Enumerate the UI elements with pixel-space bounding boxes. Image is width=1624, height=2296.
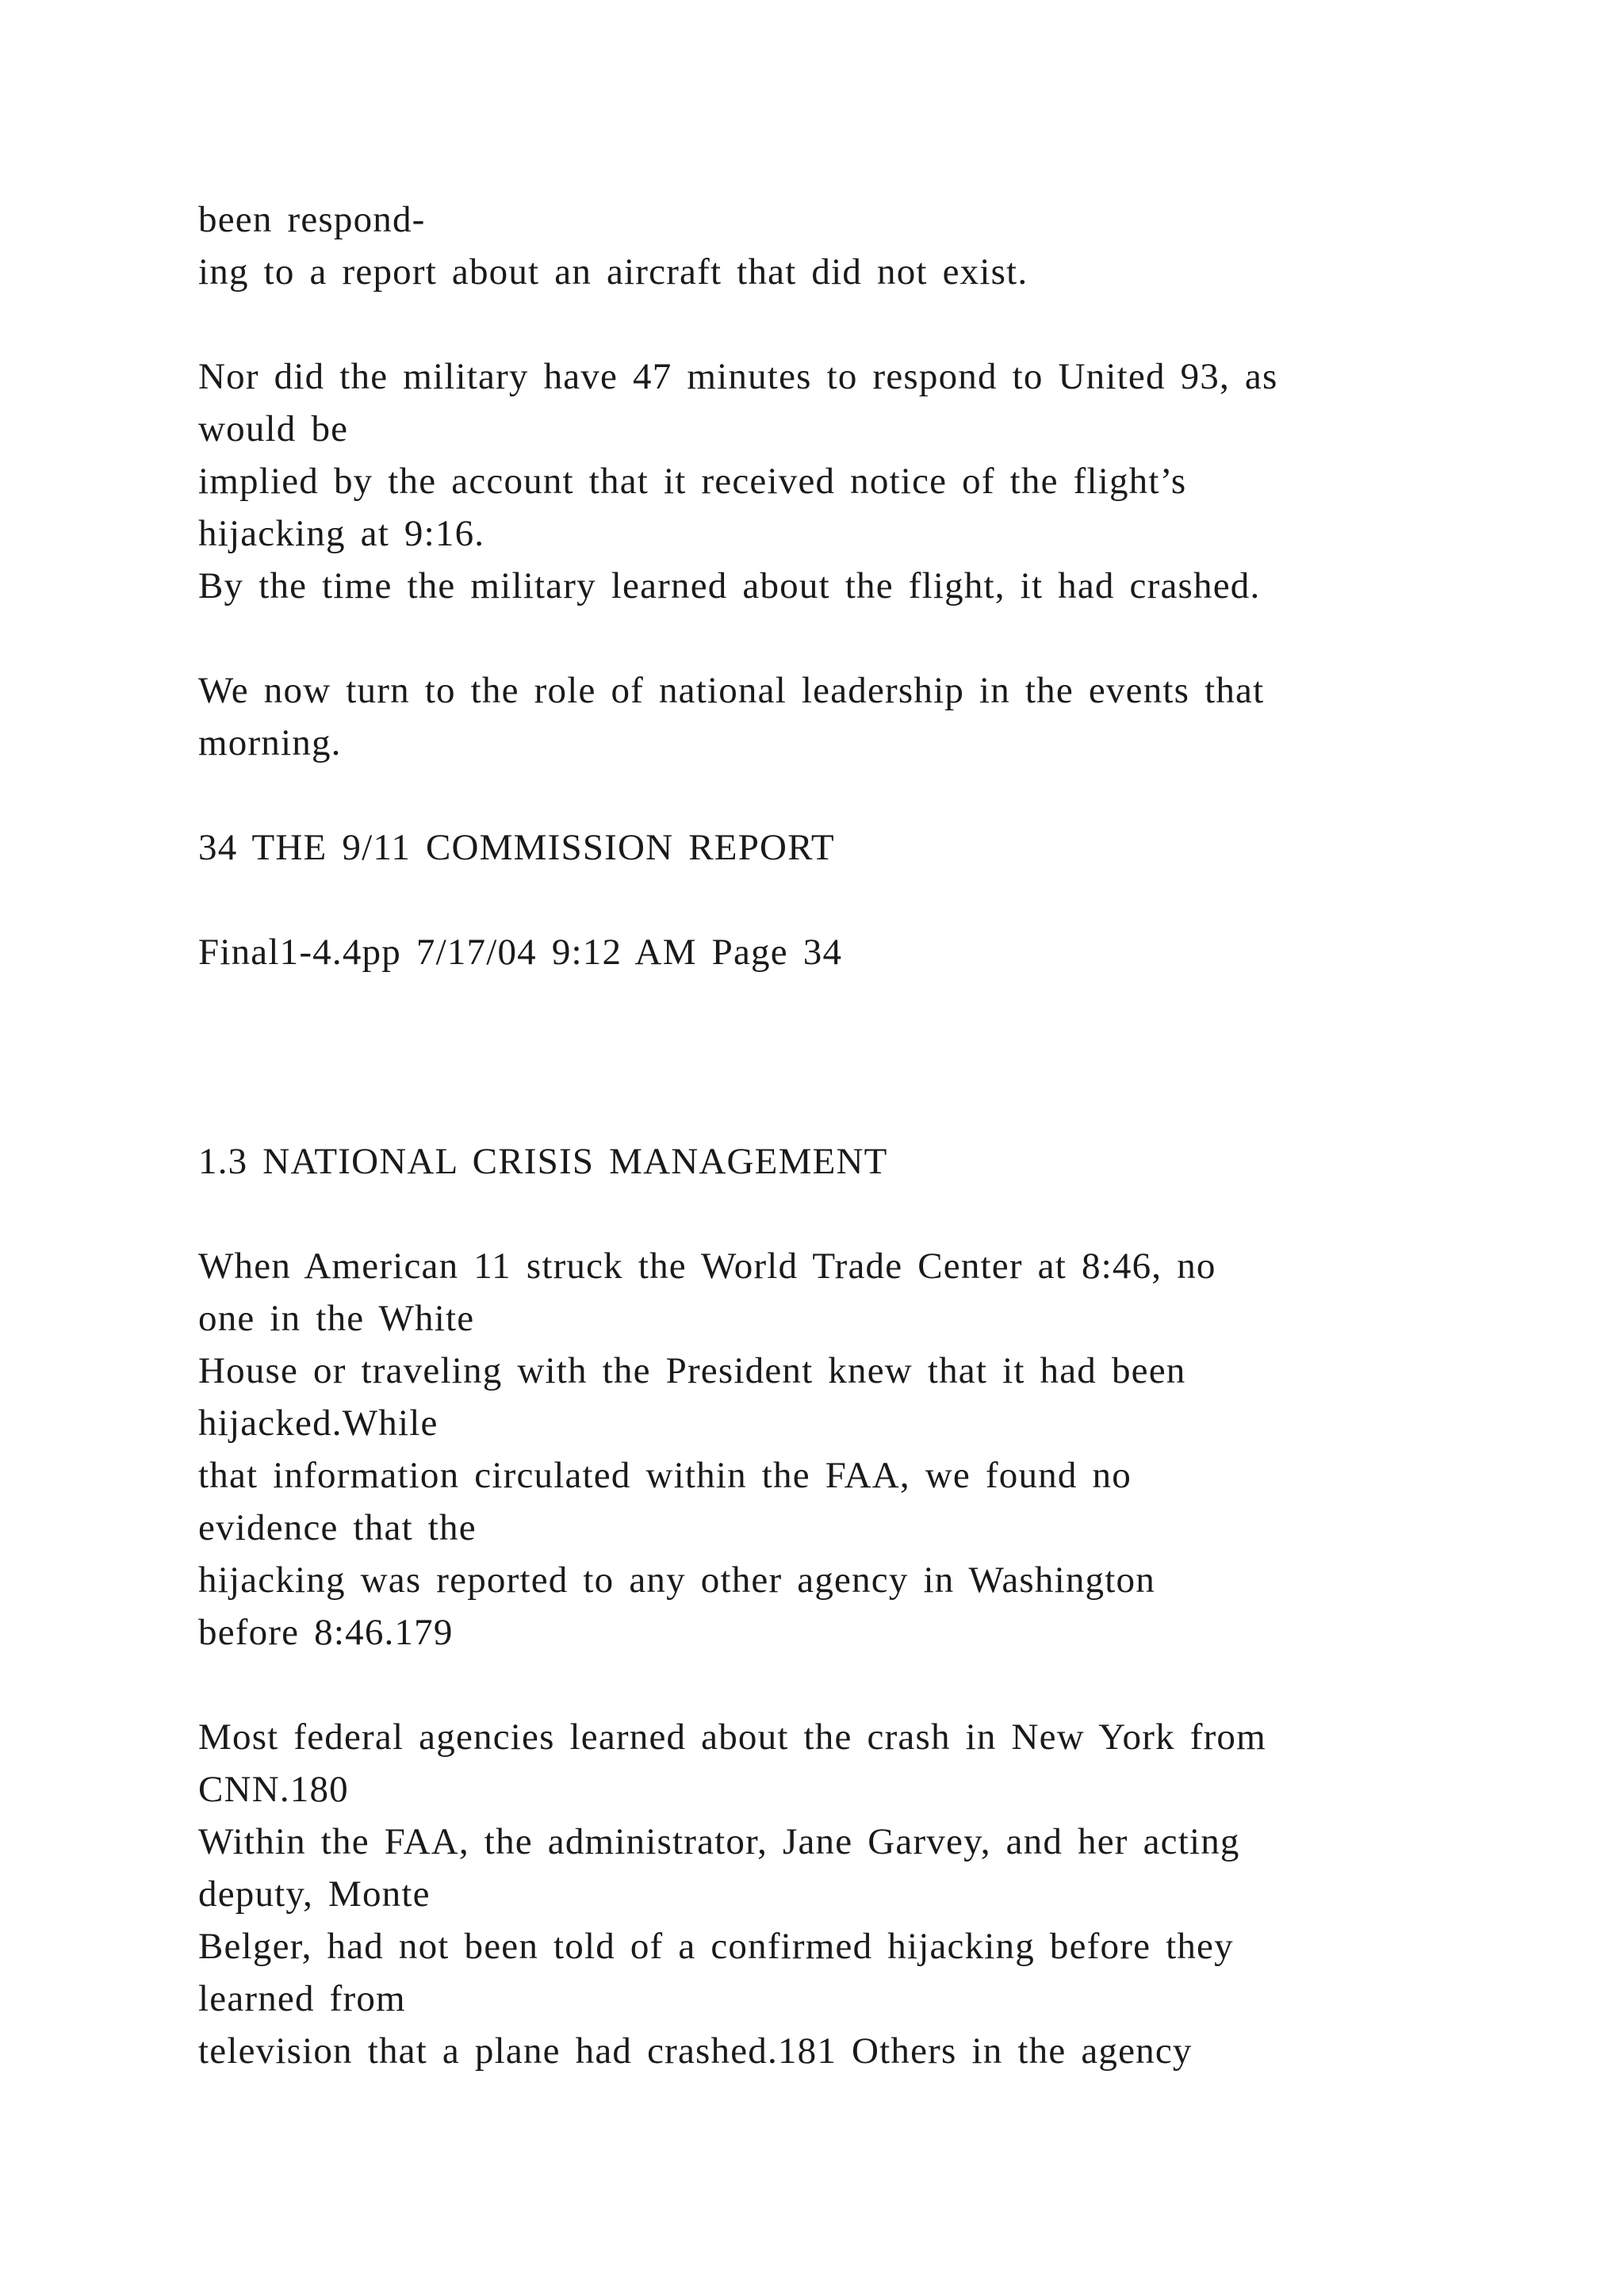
text-line: By the time the military learned about the flight, it had crashed. xyxy=(198,565,1261,607)
text-line: evidence that the xyxy=(198,1507,477,1548)
text-line: learned from xyxy=(198,1978,406,2019)
text-line: morning. xyxy=(198,722,342,763)
text-line: Most federal agencies learned about the crash in New York from xyxy=(198,1716,1266,1758)
text-line: Nor did the military have 47 minutes to respond to United 93, as xyxy=(198,356,1278,397)
text-line: deputy, Monte xyxy=(198,1873,431,1915)
text-line: House or traveling with the President knew that it had been xyxy=(198,1350,1186,1391)
text-line: before 8:46.179 xyxy=(198,1612,454,1653)
text-line: television that a plane had crashed.181 Others in the agency xyxy=(198,2030,1193,2072)
text-line: Within the FAA, the administrator, Jane Garvey, and her acting xyxy=(198,1821,1240,1862)
text-line: ing to a report about an aircraft that did not exist. xyxy=(198,251,1028,293)
text-line: would be xyxy=(198,408,349,450)
text-line: hijacking at 9:16. xyxy=(198,513,485,554)
text-line: implied by the account that it received notice of the flight’s xyxy=(198,461,1187,502)
running-footer: 34 THE 9/11 COMMISSION REPORT xyxy=(198,827,835,868)
text-line: one in the White xyxy=(198,1298,475,1339)
print-slug: Final1-4.4pp 7/17/04 9:12 AM Page 34 xyxy=(198,932,843,973)
text-line: We now turn to the role of national leadership in the events that xyxy=(198,670,1265,711)
text-line: When American 11 struck the World Trade Center at 8:46, no xyxy=(198,1246,1216,1287)
section-heading: 1.3 NATIONAL CRISIS MANAGEMENT xyxy=(198,1141,888,1182)
text-line: hijacking was reported to any other agency in Washington xyxy=(198,1559,1155,1601)
text-line: CNN.180 xyxy=(198,1769,349,1810)
text-line: Belger, had not been told of a confirmed hijacking before they xyxy=(198,1926,1234,1967)
text-line: hijacked.While xyxy=(198,1402,439,1444)
text-line: been respond- xyxy=(198,199,426,240)
text-line: that information circulated within the FAA, we found no xyxy=(198,1455,1132,1496)
